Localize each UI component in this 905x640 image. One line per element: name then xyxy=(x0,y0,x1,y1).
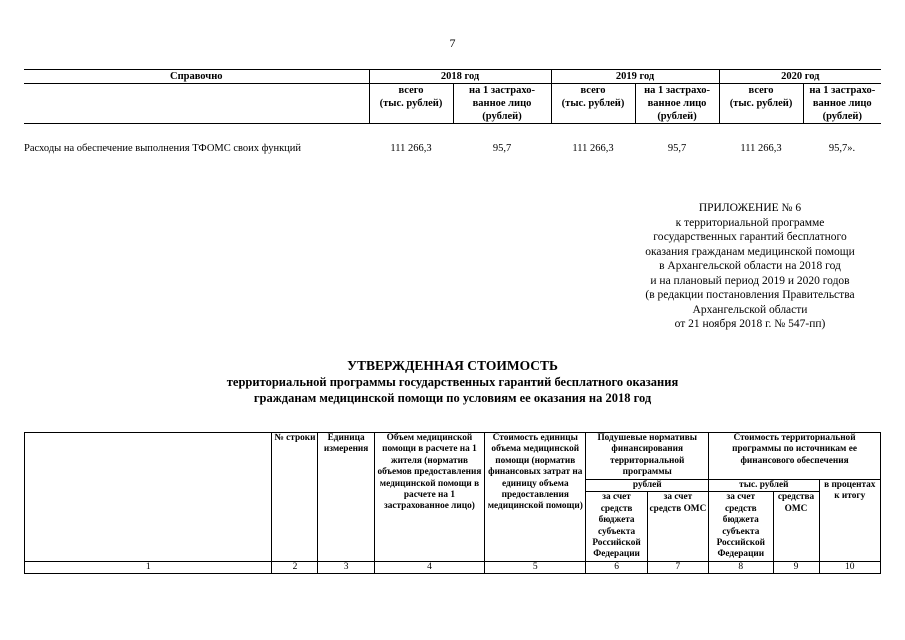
unit-header: Единица измерения xyxy=(318,433,374,562)
column-number: 2 xyxy=(272,561,318,573)
title-line-2: территориальной программы государственных гарантий бесплатного оказания xyxy=(226,375,679,389)
column-number: 10 xyxy=(819,561,880,573)
column-number: 7 xyxy=(647,561,708,573)
appendix-line: в Архангельской области на 2018 год xyxy=(659,260,841,272)
table-row xyxy=(24,140,881,156)
column-number: 9 xyxy=(773,561,819,573)
column-number: 5 xyxy=(485,561,586,573)
unit-cost-header: Стоимость единицы объема медицинской помощи (норматив финансовых затрат на единицу объема предоставления медицинской помощи) xyxy=(485,433,586,562)
year-2019-header: 2019 год xyxy=(551,70,719,84)
appendix-line: (в редакции постановления Правительства xyxy=(645,289,855,301)
appendix-heading xyxy=(620,201,880,332)
thousand-rubles-header: тыс. рублей xyxy=(709,480,819,492)
column-number: 1 xyxy=(25,561,272,573)
title-line-1: УТВЕРЖДЕННАЯ СТОИМОСТЬ xyxy=(347,358,558,373)
year-2018-header: 2018 год xyxy=(369,70,551,84)
value-2020-per-insured: 95,7». xyxy=(828,142,856,154)
volume-header: Объем медицинской помощи в расчете на 1 жителя (норматив объемов предоставления медицинской помощи в расчете на 1 застрахованное лицо) xyxy=(374,433,484,562)
budget-funds-header-2: за счет средств бюджета субъекта Российской Федерации xyxy=(709,492,773,561)
appendix-line: государственных гарантий бесплатного xyxy=(653,231,847,243)
appendix-line: и на плановый период 2019 и 2020 годов xyxy=(650,274,850,287)
year-2020-header: 2020 год xyxy=(719,70,881,84)
total-header-2018: всего (тыс. рублей) xyxy=(369,84,453,124)
column-number: 6 xyxy=(586,561,647,573)
appendix-line: Архангельской области xyxy=(692,303,808,316)
column-number: 4 xyxy=(374,561,484,573)
document-title xyxy=(0,357,905,406)
value-2019-total: 111 266,3 xyxy=(572,142,614,154)
appendix-line: оказания гражданам медицинской помощи xyxy=(645,245,855,258)
reference-expenses-table xyxy=(24,69,881,156)
value-2018-per-insured: 95,7 xyxy=(492,142,512,154)
value-2019-per-insured: 95,7 xyxy=(667,142,687,154)
per-capita-header: Подушевые нормативы финансирования территориальной программы xyxy=(586,433,709,480)
program-cost-header: Стоимость территориальной программы по источникам ее финансового обеспечения xyxy=(709,433,881,480)
row-label: Расходы на обеспечение выполнения ТФОМС своих функций xyxy=(24,142,302,154)
total-header-2019: всего (тыс. рублей) xyxy=(551,84,635,124)
appendix-line: ПРИЛОЖЕНИЕ № 6 xyxy=(698,202,802,214)
row-number-header: № строки xyxy=(272,433,318,562)
oms-funds-header: за счет средств ОМС xyxy=(647,492,708,561)
label-header xyxy=(25,433,272,562)
value-2018-total: 111 266,3 xyxy=(390,142,432,154)
column-number: 8 xyxy=(709,561,773,573)
appendix-line: к территориальной программе xyxy=(675,216,825,229)
per-insured-header-2018: на 1 застрахо- ванное лицо (рублей) xyxy=(453,84,551,124)
column-numbers-row xyxy=(25,561,881,573)
value-2020-total: 111 266,3 xyxy=(740,142,782,154)
per-insured-header-2019: на 1 застрахо- ванное лицо (рублей) xyxy=(635,84,719,124)
page-number: 7 xyxy=(449,36,456,50)
appendix-line: от 21 ноября 2018 г. № 547-пп) xyxy=(674,318,826,330)
total-header-2020: всего (тыс. рублей) xyxy=(719,84,803,124)
oms-header: средства ОМС xyxy=(773,492,819,561)
budget-funds-header: за счет средств бюджета субъекта Российской Федерации xyxy=(586,492,647,561)
percent-header: в процентах к итогу xyxy=(819,480,880,562)
reference-header: Справочно xyxy=(24,70,369,84)
column-number: 3 xyxy=(318,561,374,573)
rubles-header: рублей xyxy=(586,480,709,492)
title-line-3: гражданам медицинской помощи по условиям ее оказания на 2018 год xyxy=(253,391,652,405)
per-insured-header-2020: на 1 застрахо- ванное лицо (рублей) xyxy=(803,84,881,124)
approved-cost-table xyxy=(24,432,881,574)
